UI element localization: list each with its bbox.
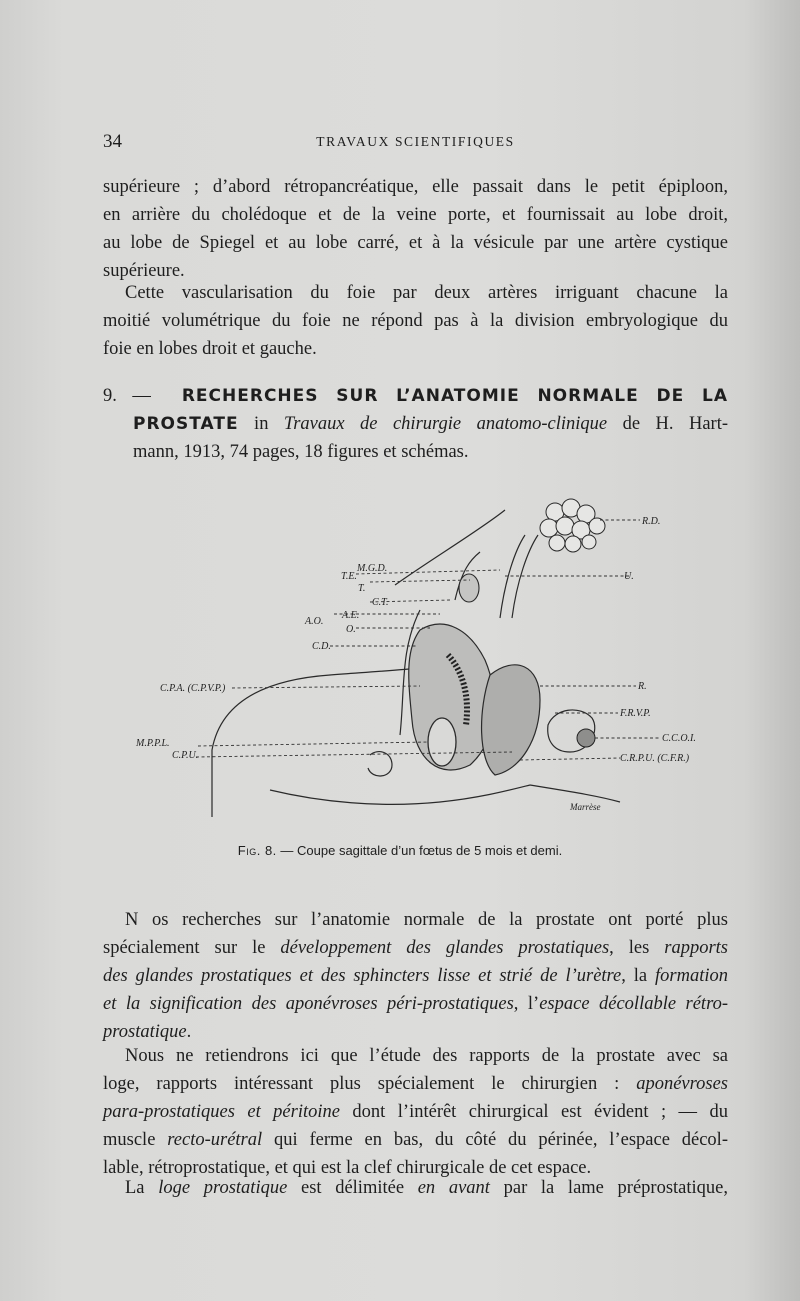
heading-line-2 — [103, 410, 728, 438]
kidney-cluster — [540, 499, 605, 552]
journal-title: Travaux de chirurgie anatomo-clinique — [283, 414, 608, 434]
text-line: supérieure. — [103, 261, 185, 281]
text-line — [103, 1174, 728, 1202]
text-run: , la — [621, 966, 656, 986]
text-line — [103, 962, 728, 990]
italic-run: formation — [655, 966, 728, 986]
text-run: . — [186, 1022, 192, 1042]
italic-run: aponévroses — [636, 1074, 728, 1094]
caption-text: — Coupe sagittale d’un fœtus de 5 mois et demi. — [276, 843, 563, 858]
text-run: loge, rapports intéressant plus spécialement le chirurgien : — [103, 1074, 637, 1094]
page-number: 34 — [103, 131, 122, 152]
text-run: spécialement sur le — [103, 938, 281, 958]
italic-run: espace décollable rétro- — [539, 994, 728, 1014]
section-heading — [103, 382, 728, 466]
text-line: Nous ne retiendrons ici que l’étude des rapports de la prostate avec sa — [125, 1046, 728, 1066]
label-t: T. — [358, 583, 366, 594]
running-header — [103, 131, 728, 157]
label-mppl: M.P.P.L. — [136, 738, 170, 749]
body-paragraph-3 — [103, 1174, 728, 1202]
text-run: est délimitée — [287, 1178, 418, 1198]
label-cpa: C.P.A. (C.P.V.P.) — [160, 683, 226, 694]
text-run: par la lame préprostatique, — [489, 1178, 729, 1198]
paragraph-1 — [103, 173, 728, 285]
label-ae: A.E. — [342, 610, 360, 621]
italic-run: des glandes prostatiques et des sphincters lisse et strié de l’urètre — [103, 966, 622, 986]
figure-drawing — [212, 499, 620, 817]
text-line: au lobe de Spiegel et au lobe carré, et à la vésicule par une artère cystique — [103, 233, 728, 253]
italic-run: en avant — [417, 1178, 490, 1198]
text-line: en arrière du cholédoque et de la veine porte, et fournissait au lobe droit, — [103, 205, 728, 225]
label-frvp: F.R.V.P. — [620, 708, 651, 719]
text-line — [103, 934, 728, 962]
italic-run: para-prostatiques et péritoine — [103, 1102, 340, 1122]
text-line — [103, 1126, 728, 1154]
text-line: Cette vascularisation du foie par deux artères irriguant chacune la — [125, 283, 728, 303]
text-run: dont l’intérêt chirurgical est évident ; — du — [339, 1102, 728, 1122]
body-paragraph-2 — [103, 1042, 728, 1182]
section-number: 9. — — [103, 386, 151, 406]
heading-line-3: mann, 1913, 74 pages, 18 figures et schémas. — [133, 442, 469, 462]
paragraph-2 — [103, 279, 728, 363]
label-o: O. — [346, 624, 356, 635]
label-cpu: C.P.U. — [172, 750, 199, 761]
italic-run: loge prostatique — [158, 1178, 288, 1198]
running-title: TRAVAUX SCIENTIFIQUES — [316, 134, 515, 149]
figure-caption — [0, 843, 800, 858]
text-line — [103, 1098, 728, 1126]
author-tail: de H. Hart- — [607, 414, 729, 434]
text-run: , les — [609, 938, 665, 958]
text-line — [103, 1070, 728, 1098]
italic-run: développement des glandes prostatiques — [280, 938, 610, 958]
italic-run: et la signification des aponévroses péri-prostatiques — [103, 994, 514, 1014]
text-line — [103, 990, 728, 1018]
caption-fig-number: Fig. 8. — [237, 843, 277, 858]
label-cc: C.C.O.I. — [662, 733, 696, 744]
label-ct: C.T. — [372, 597, 389, 608]
italic-run: prostatique — [103, 1022, 187, 1042]
text-run: , l’ — [513, 994, 540, 1014]
body-paragraph-1 — [103, 906, 728, 1046]
label-ao: A.O. — [305, 616, 324, 627]
label-mgd: M.G.D. — [357, 563, 388, 574]
label-te: T.E. — [341, 571, 357, 582]
heading-line-1 — [103, 382, 728, 410]
section-title-prostate: PROSTATE — [133, 414, 239, 434]
label-u: U. — [624, 571, 634, 582]
section-title: RECHERCHES SUR L’ANATOMIE NORMALE DE LA — [181, 386, 729, 406]
label-r: R. — [638, 681, 647, 692]
text-run: qui ferme en bas, du côté du périnée, l’espace décol- — [262, 1130, 728, 1150]
anatomical-figure — [0, 490, 800, 830]
text-line: N os recherches sur l’anatomie normale de la prostate ont porté plus — [125, 910, 728, 930]
italic-run: recto-urétral — [167, 1130, 263, 1150]
in-word: in — [238, 414, 284, 434]
label-cd: C.D. — [312, 641, 331, 652]
text-line: foie en lobes droit et gauche. — [103, 339, 317, 359]
artist-signature: Marrèse — [570, 802, 601, 812]
text-run: La — [125, 1178, 159, 1198]
label-rd: R.D. — [642, 516, 661, 527]
text-run: muscle — [103, 1130, 168, 1150]
text-line: moitié volumétrique du foie ne répond pas à la division embryologique du — [103, 311, 728, 331]
italic-run: rapports — [664, 938, 728, 958]
text-line: lable, rétroprostatique, et qui est la clef chirurgicale de cet espace. — [103, 1158, 592, 1178]
text-line: supérieure ; d’abord rétropancréatique, elle passait dans le petit épiploon, — [103, 177, 728, 197]
label-crpu: C.R.P.U. (C.F.R.) — [620, 753, 690, 764]
